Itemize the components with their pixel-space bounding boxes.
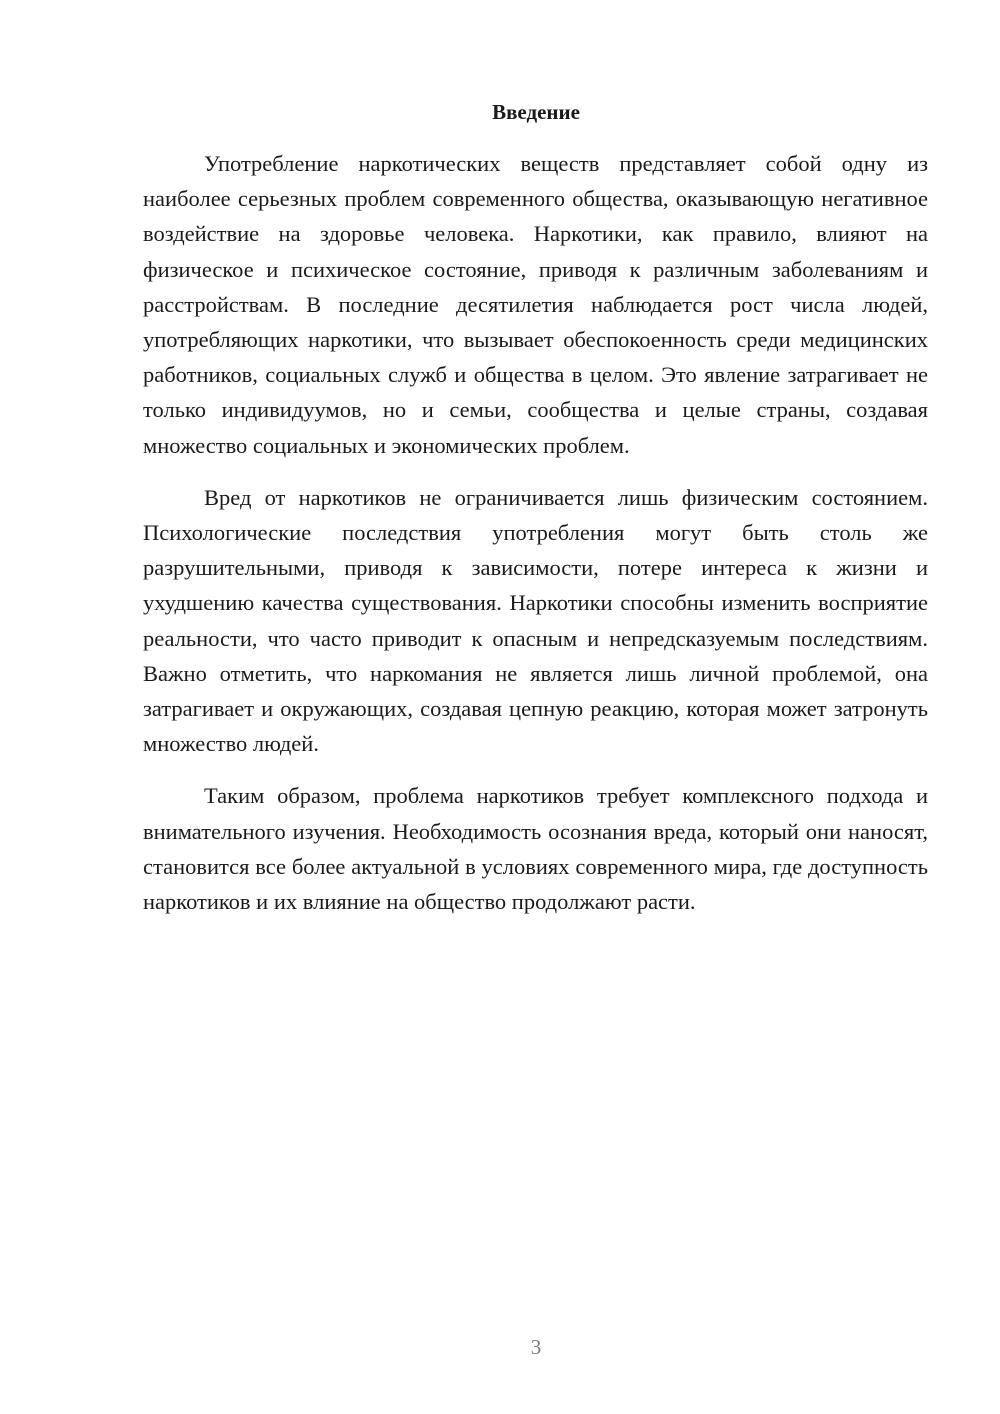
- section-title: Введение: [492, 100, 580, 124]
- paragraph-1: Употребление наркотических веществ представляет собой одну из наиболее серьезных проблем современного общества, оказывающую негативное воздействие на здоровье человека. Наркотики, как правило, влияют на физическое и психическое состояние, приводя к различным заболеваниям и расстройствам. В последние десятилетия наблюдается рост числа людей, употребляющих наркотики, что вызывает обеспокоенность среди медицинских работников, социальных служб и общества в целом. Это явление затрагивает не только индивидуумов, но и семьи, сообщества и целые страны, создавая множество социальных и экономических проблем.: [143, 151, 928, 458]
- paragraph-2: Вред от наркотиков не ограничивается лишь физическим состоянием. Психологические последствия употребления могут быть столь же разрушительными, приводя к зависимости, потере интереса к жизни и ухудшению качества существования. Наркотики способны изменить восприятие реальности, что часто приводит к опасным и непредсказуемым последствиям. Важно отметить, что наркомания не является лишь личной проблемой, она затрагивает и окружающих, создавая цепную реакцию, которая может затронуть множество людей.: [143, 484, 928, 757]
- page-number: 3: [530, 1335, 542, 1359]
- paragraph-3: Таким образом, проблема наркотиков требует комплексного подхода и внимательного изучения. Необходимость осознания вреда, который они наносят, становится все более актуальной в условиях современного мира, где доступность наркотиков и их влияние на общество продолжают расти.: [143, 783, 928, 915]
- document-body: [143, 146, 928, 936]
